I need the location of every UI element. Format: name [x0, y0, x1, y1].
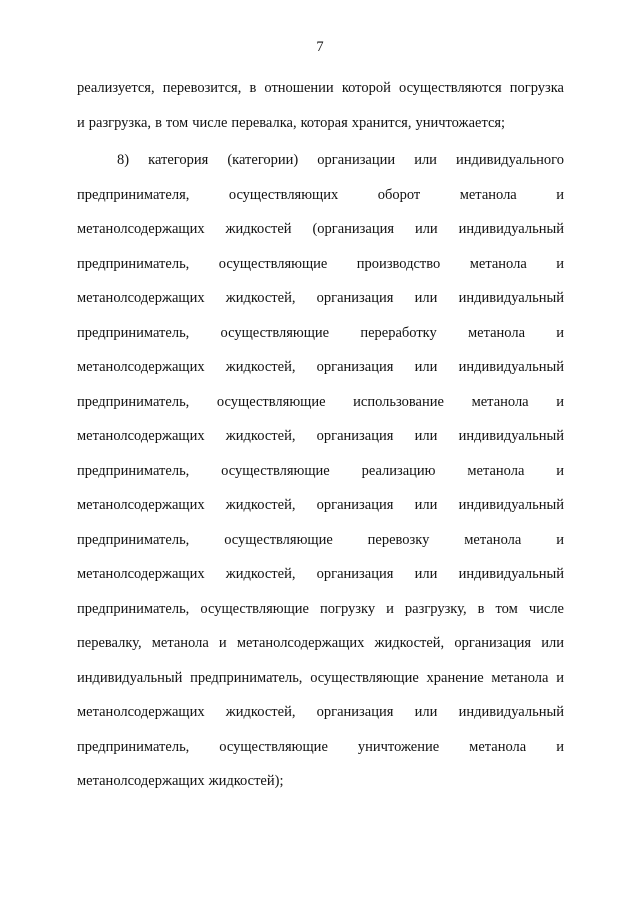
- word: или: [414, 428, 438, 444]
- word: числе: [192, 114, 228, 131]
- text-line: [77, 599, 564, 634]
- word: и: [556, 738, 564, 755]
- word: индивидуальный: [458, 428, 564, 444]
- word: метанола: [459, 186, 517, 203]
- text-line: [77, 737, 564, 772]
- word: и: [556, 255, 564, 272]
- word: осуществляющих: [228, 186, 339, 203]
- word: метанола: [469, 255, 527, 272]
- word: метанолсодержащих: [77, 704, 205, 720]
- word: которая: [300, 114, 348, 131]
- word: в: [155, 114, 162, 131]
- word: жидкостей: [225, 221, 292, 237]
- word: организация: [316, 359, 394, 375]
- word: числе: [528, 600, 564, 617]
- word: индивидуального: [455, 152, 564, 168]
- word: организация: [316, 290, 394, 306]
- word: том: [495, 600, 518, 617]
- word: жидкостей,: [225, 704, 296, 720]
- text-line: [77, 564, 564, 599]
- word: оборот: [377, 186, 421, 203]
- word: метанолсодержащих: [77, 566, 205, 582]
- word: осуществляющие: [310, 669, 419, 686]
- word: предприниматель,: [77, 255, 190, 272]
- document-body: [77, 78, 564, 806]
- word: переработку: [360, 324, 437, 341]
- word: предприниматель,: [77, 738, 190, 755]
- word: реализацию: [361, 462, 436, 479]
- text-line: [77, 771, 564, 806]
- word: предприниматель,: [190, 669, 303, 686]
- word: осуществляющие: [218, 255, 328, 272]
- word: хранится,: [351, 114, 412, 131]
- word: организация: [316, 566, 394, 582]
- text-line: [77, 495, 564, 530]
- word: и: [77, 114, 85, 131]
- word: или: [414, 497, 438, 513]
- text-line: [77, 530, 564, 565]
- word: реализуется,: [77, 80, 155, 96]
- word: организация: [454, 635, 532, 651]
- word: или: [541, 635, 564, 651]
- text-line: [77, 323, 564, 358]
- word: в: [477, 600, 485, 617]
- text-line: [77, 426, 564, 461]
- word: индивидуальный: [458, 290, 564, 306]
- word: и: [386, 600, 394, 617]
- word: разгрузка,: [88, 114, 152, 131]
- word: индивидуальный: [458, 704, 564, 720]
- word: том: [165, 114, 189, 131]
- word: предпринимателя,: [77, 186, 190, 203]
- word: индивидуальный: [458, 359, 564, 375]
- word: метанола: [467, 462, 525, 479]
- text-line: [77, 668, 564, 703]
- word: в: [249, 80, 257, 96]
- word: метанолсодержащих: [77, 221, 205, 237]
- word: и: [556, 186, 564, 203]
- word: метанола: [471, 393, 529, 410]
- word: осуществляются: [398, 80, 502, 96]
- word: индивидуальный: [458, 497, 564, 513]
- word: организация: [316, 428, 394, 444]
- word: и: [556, 462, 564, 479]
- word: организации: [317, 152, 396, 168]
- page-number: 7: [316, 39, 324, 55]
- text-line: [77, 113, 564, 148]
- word: которой: [341, 80, 391, 96]
- word: осуществляющие: [220, 324, 330, 341]
- word: (категории): [227, 152, 299, 168]
- word: перевалка,: [231, 114, 297, 131]
- word: осуществляющие: [224, 531, 333, 548]
- word: метанолсодержащих: [236, 635, 365, 651]
- word: предприниматель,: [77, 393, 190, 410]
- word: жидкостей,: [225, 566, 296, 582]
- word: индивидуальный: [77, 669, 183, 686]
- word: или: [414, 221, 438, 237]
- word: метанола: [151, 635, 209, 651]
- word: (организация: [312, 221, 395, 237]
- word: перевозку: [367, 531, 430, 548]
- text-line: [77, 185, 564, 220]
- word: метанола: [464, 531, 522, 548]
- word: жидкостей,: [225, 290, 296, 306]
- word: уничтожение: [357, 738, 440, 755]
- word: метанолсодержащих: [77, 290, 205, 306]
- word: использование: [353, 393, 444, 410]
- text-line: [77, 78, 564, 113]
- text-line: [77, 254, 564, 289]
- word: и: [556, 531, 564, 548]
- word: перевозится,: [162, 80, 242, 96]
- word: 8): [117, 152, 130, 168]
- word: жидкостей,: [225, 428, 296, 444]
- word: и: [556, 393, 564, 410]
- word: осуществляющие: [219, 738, 328, 755]
- text-line: [77, 219, 564, 254]
- word: погрузку: [319, 600, 376, 617]
- text-line: [77, 392, 564, 427]
- word: отношении: [264, 80, 334, 96]
- word: метанола: [467, 324, 526, 341]
- word: метанолсодержащих: [77, 359, 205, 375]
- word: жидкостей);: [208, 773, 284, 789]
- word: предприниматель,: [77, 462, 190, 479]
- word: жидкостей,: [374, 635, 445, 651]
- word: метанола: [469, 738, 527, 755]
- text-line: [77, 461, 564, 496]
- word: и: [556, 669, 564, 686]
- text-line: [77, 357, 564, 392]
- word: перевалку,: [77, 635, 142, 651]
- word: предприниматель,: [77, 600, 190, 617]
- word: категория: [148, 152, 209, 168]
- word: организация: [316, 497, 394, 513]
- word: или: [414, 290, 438, 306]
- word: жидкостей,: [225, 359, 296, 375]
- word: индивидуальный: [458, 221, 564, 237]
- word: метанола: [491, 669, 549, 686]
- word: осуществляющие: [200, 600, 309, 617]
- word: или: [414, 566, 438, 582]
- text-line: [77, 633, 564, 668]
- word: или: [414, 704, 438, 720]
- word: хранение: [426, 669, 484, 686]
- word: или: [414, 152, 437, 168]
- word: индивидуальный: [458, 566, 564, 582]
- word: метанолсодержащих: [77, 773, 205, 789]
- word: погрузка: [509, 80, 564, 96]
- word: жидкостей,: [225, 497, 296, 513]
- word: и: [556, 324, 564, 341]
- word: осуществляющие: [221, 462, 330, 479]
- word: организация: [316, 704, 394, 720]
- word: метанолсодержащих: [77, 497, 205, 513]
- word: предприниматель,: [77, 531, 190, 548]
- word: или: [414, 359, 438, 375]
- text-line: [77, 288, 564, 323]
- word: уничтожается;: [415, 114, 506, 131]
- word: метанолсодержащих: [77, 428, 205, 444]
- word: предприниматель,: [77, 324, 190, 341]
- word: осуществляющие: [216, 393, 326, 410]
- word: разгрузку,: [404, 600, 467, 617]
- text-line: [77, 702, 564, 737]
- word: и: [218, 635, 227, 651]
- text-line: [77, 150, 564, 185]
- word: производство: [356, 255, 441, 272]
